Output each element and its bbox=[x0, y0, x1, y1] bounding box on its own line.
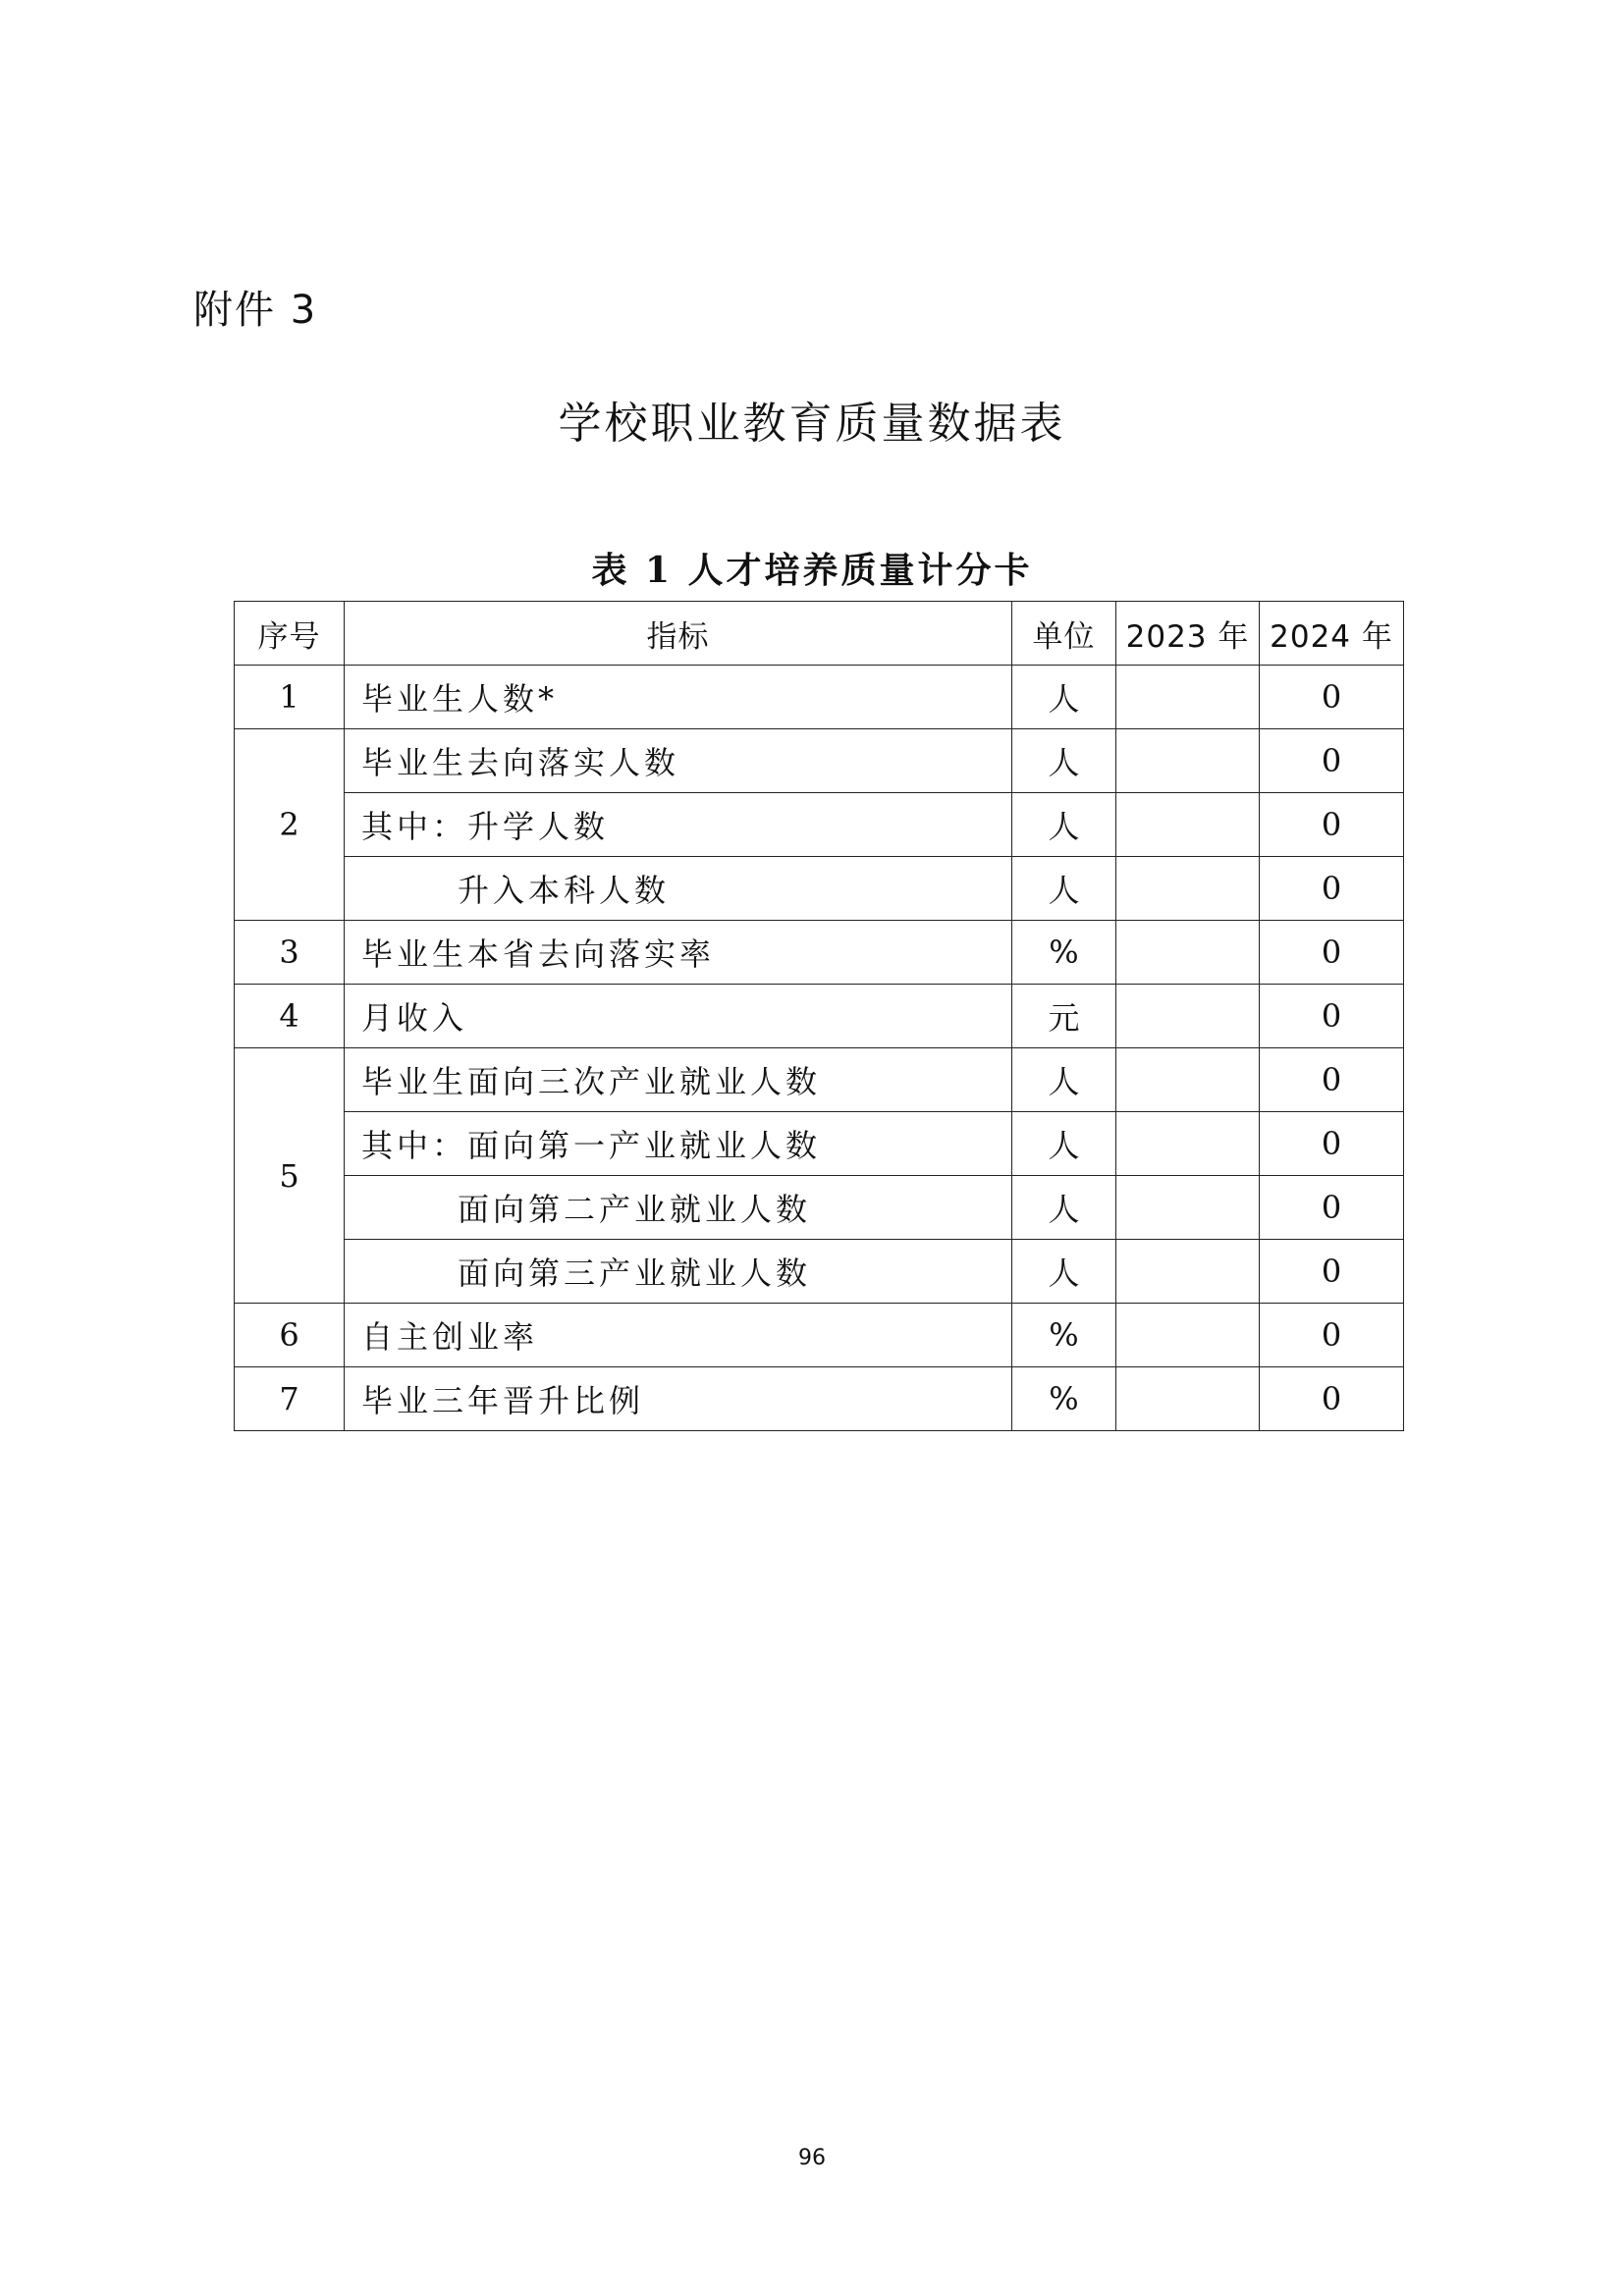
row-indicator: 毕业生面向三次产业就业人数 bbox=[345, 1048, 1012, 1112]
header-index: 序号 bbox=[235, 602, 345, 666]
row-unit: 人 bbox=[1012, 793, 1116, 857]
row-indicator: 自主创业率 bbox=[345, 1304, 1012, 1367]
row-index: 5 bbox=[235, 1048, 345, 1304]
row-value-2023 bbox=[1116, 793, 1260, 857]
table-row bbox=[235, 857, 1404, 921]
row-index: 3 bbox=[235, 921, 345, 985]
row-value-2024: 0 bbox=[1260, 1048, 1404, 1112]
row-value-2024: 0 bbox=[1260, 857, 1404, 921]
row-indicator: 毕业生人数* bbox=[345, 666, 1012, 729]
row-unit: 人 bbox=[1012, 1176, 1116, 1240]
row-value-2024: 0 bbox=[1260, 1367, 1404, 1431]
table-row bbox=[235, 729, 1404, 793]
row-value-2023 bbox=[1116, 1304, 1260, 1367]
table-row bbox=[235, 1304, 1404, 1367]
row-value-2024: 0 bbox=[1260, 1176, 1404, 1240]
header-year-2024: 2024 年 bbox=[1260, 602, 1404, 666]
header-year-2023: 2023 年 bbox=[1116, 602, 1260, 666]
table-caption: 表 1 人才培养质量计分卡 bbox=[591, 550, 1033, 591]
row-index: 1 bbox=[235, 666, 345, 729]
row-unit: 人 bbox=[1012, 1112, 1116, 1176]
row-unit: 人 bbox=[1012, 666, 1116, 729]
row-value-2023 bbox=[1116, 1112, 1260, 1176]
row-index: 4 bbox=[235, 985, 345, 1048]
row-value-2023 bbox=[1116, 1367, 1260, 1431]
header-indicator: 指标 bbox=[345, 602, 1012, 666]
row-indicator: 毕业生本省去向落实率 bbox=[345, 921, 1012, 985]
table-row bbox=[235, 1112, 1404, 1176]
row-unit: 人 bbox=[1012, 1240, 1116, 1304]
row-value-2024: 0 bbox=[1260, 666, 1404, 729]
row-value-2024: 0 bbox=[1260, 1112, 1404, 1176]
row-value-2024: 0 bbox=[1260, 921, 1404, 985]
row-index: 2 bbox=[235, 729, 345, 921]
row-value-2023 bbox=[1116, 921, 1260, 985]
row-indicator: 毕业生去向落实人数 bbox=[345, 729, 1012, 793]
header-unit: 单位 bbox=[1012, 602, 1116, 666]
row-value-2023 bbox=[1116, 666, 1260, 729]
document-title: 学校职业教育质量数据表 bbox=[558, 399, 1066, 449]
table-row bbox=[235, 1240, 1404, 1304]
table-row bbox=[235, 985, 1404, 1048]
row-unit: 人 bbox=[1012, 1048, 1116, 1112]
row-unit: % bbox=[1012, 1304, 1116, 1367]
row-unit: 人 bbox=[1012, 729, 1116, 793]
talent-quality-scorecard-table bbox=[234, 601, 1404, 1431]
row-indicator: 面向第二产业就业人数 bbox=[345, 1176, 1012, 1240]
attachment-label: 附件 3 bbox=[193, 288, 318, 333]
row-unit: 元 bbox=[1012, 985, 1116, 1048]
row-indicator: 毕业三年晋升比例 bbox=[345, 1367, 1012, 1431]
table-row bbox=[235, 921, 1404, 985]
row-indicator: 其中：面向第一产业就业人数 bbox=[345, 1112, 1012, 1176]
row-value-2023 bbox=[1116, 857, 1260, 921]
row-indicator: 月收入 bbox=[345, 985, 1012, 1048]
row-index: 6 bbox=[235, 1304, 345, 1367]
row-value-2023 bbox=[1116, 729, 1260, 793]
row-value-2023 bbox=[1116, 1176, 1260, 1240]
row-unit: % bbox=[1012, 1367, 1116, 1431]
page-number: 96 bbox=[798, 2146, 826, 2170]
row-value-2023 bbox=[1116, 1240, 1260, 1304]
row-value-2024: 0 bbox=[1260, 793, 1404, 857]
row-value-2024: 0 bbox=[1260, 985, 1404, 1048]
row-value-2024: 0 bbox=[1260, 729, 1404, 793]
row-indicator: 面向第三产业就业人数 bbox=[345, 1240, 1012, 1304]
table-row bbox=[235, 793, 1404, 857]
row-indicator: 升入本科人数 bbox=[345, 857, 1012, 921]
table-row bbox=[235, 1048, 1404, 1112]
row-unit: % bbox=[1012, 921, 1116, 985]
row-indicator: 其中：升学人数 bbox=[345, 793, 1012, 857]
table-header-row bbox=[235, 602, 1404, 666]
row-value-2023 bbox=[1116, 1048, 1260, 1112]
row-value-2024: 0 bbox=[1260, 1240, 1404, 1304]
table-row bbox=[235, 666, 1404, 729]
row-value-2023 bbox=[1116, 985, 1260, 1048]
row-value-2024: 0 bbox=[1260, 1304, 1404, 1367]
table-row bbox=[235, 1367, 1404, 1431]
row-unit: 人 bbox=[1012, 857, 1116, 921]
table-row bbox=[235, 1176, 1404, 1240]
row-index: 7 bbox=[235, 1367, 345, 1431]
